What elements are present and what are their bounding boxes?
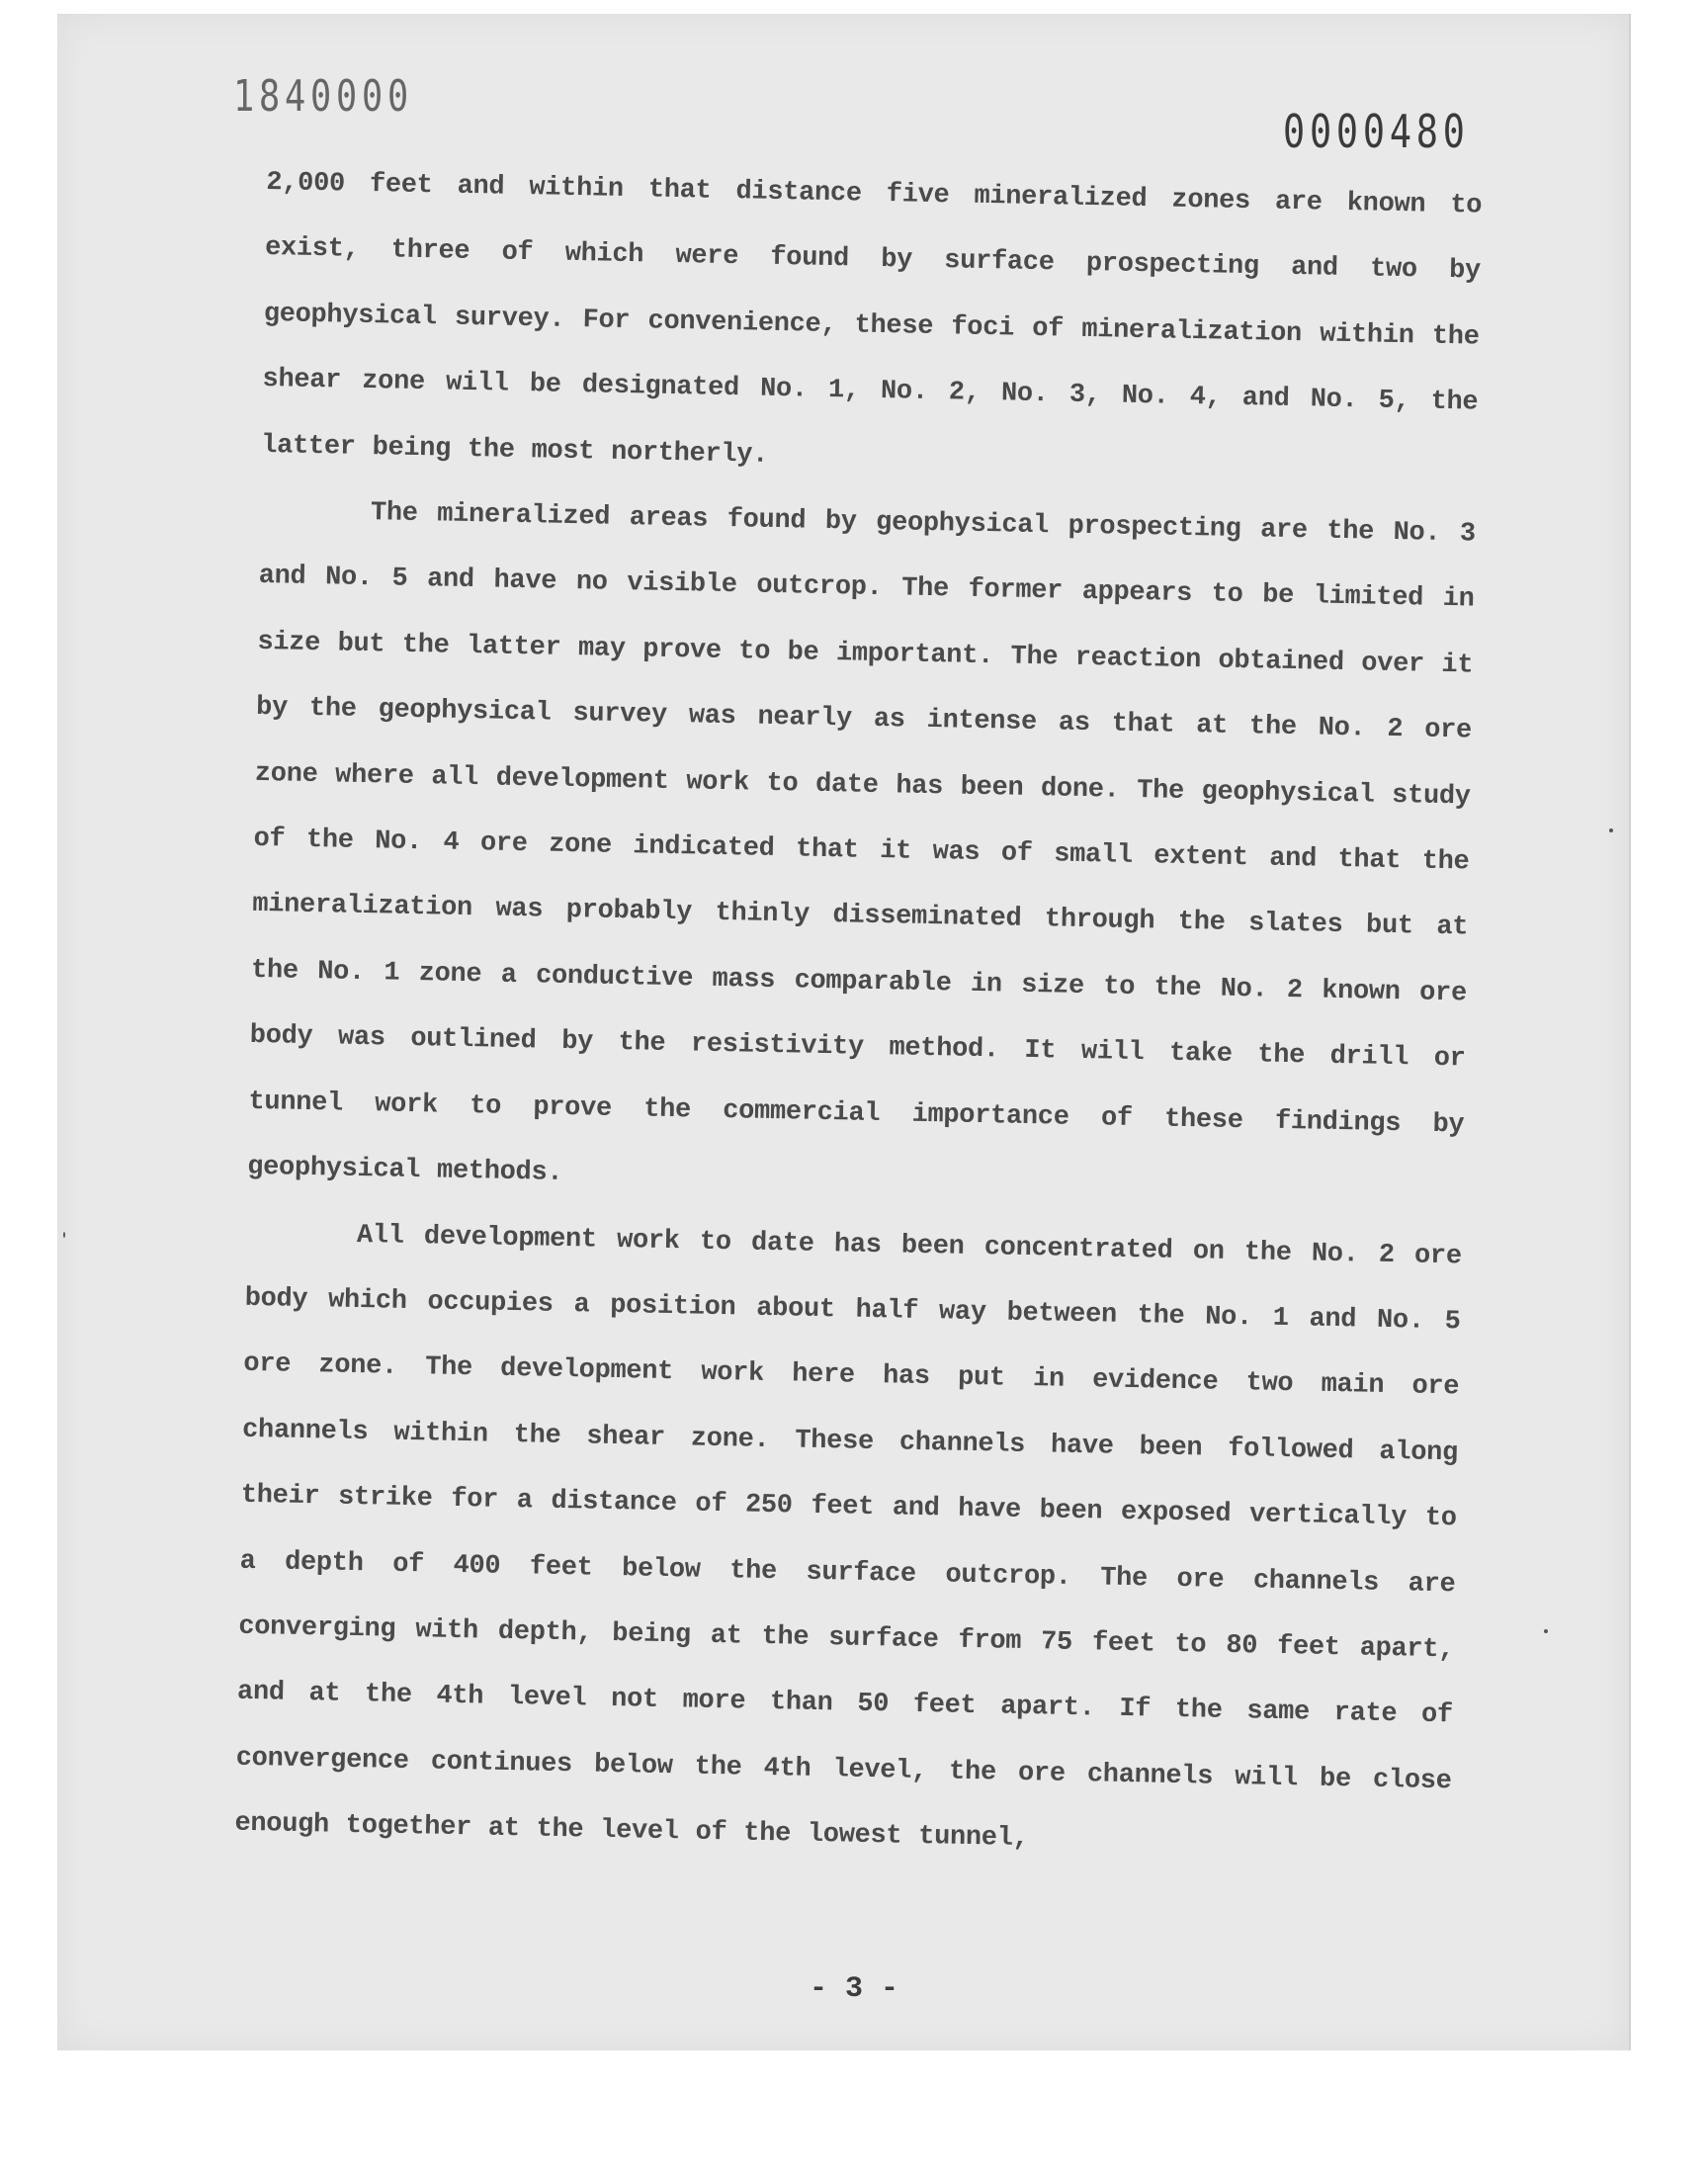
body-text (234, 150, 1483, 1880)
paper-edge (1629, 14, 1631, 2050)
paragraph-2: The mineralized areas found by geophysical prospecting are the No. 3 and No. 5 and have no visible outcrop. The former appears to be limited in size but the latter may prove to be important. The reaction obtained over it by the geophysical survey was nearly as intense as that at the No. 2 ore zone where all development work to date has been done. The geophysical study of the No. 4 ore zone indicated that it was of small extent and that the mineralization was probably thinly disseminated through the slates but at the No. 1 zone a conductive mass comparable in size to the No. 2 known ore body was outlined by the resistivity method. It will take the drill or tunnel work to prove the commercial importance of these findings by geophysical methods. (246, 498, 1477, 1189)
scan-speck (63, 1232, 65, 1238)
scan-speck (1544, 1629, 1548, 1633)
paragraph-1: 2,000 feet and within that distance five mineralized zones are known to exist, three of which were found by surface prospecting and two by geophysical survey. For convenience, these foci of mineralization within the shear zone will be designated No. 1, No. 2, No. 3, No. 4, and No. 5, the latter being the most northerly. (260, 167, 1483, 471)
paragraph-3: All development work to date has been concentrated on the No. 2 ore body which occupies a position about half way between the No. 1 and No. 5 ore zone. The development work here has put in evidence two main ore channels within the shear zone. These channels have been followed along their strike for a distance of 250 feet and have been exposed vertically to a depth of 400 feet below the surface outcrop. The ore channels are converging with depth, being at the surface from 75 feet to 80 feet apart, and at the 4th level not more than 50 feet apart. If the same rate of convergence continues below the 4th level, the ore channels will be close enough together at the level of the lowest tunnel, (234, 1220, 1463, 1855)
scan-speck (1609, 828, 1613, 832)
document-stamp-right: 0000480 (1283, 105, 1470, 158)
document-stamp-left: 1840000 (233, 71, 413, 122)
page-number: - 3 - (809, 1972, 898, 2006)
